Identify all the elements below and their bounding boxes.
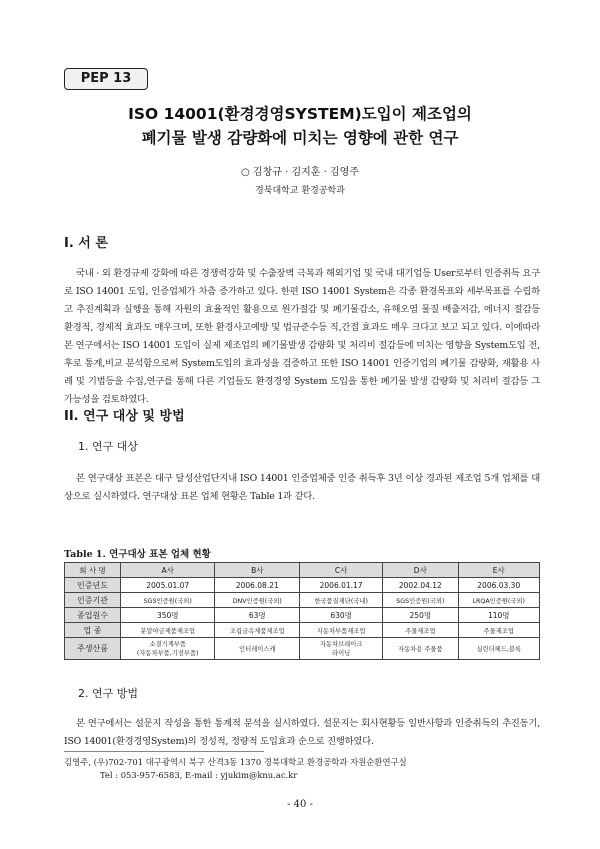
table-row-label: 인증기관 [65,593,121,608]
table-row-label: 종업원수 [65,608,121,623]
table-header-cell: E사 [458,563,539,578]
table-cell: SGS인증원(국외) [383,593,458,608]
table-cell: 인터레이스캐 [215,638,300,660]
table-cell: 자동차부품제조업 [300,623,383,638]
table-row-label: 주생산품 [65,638,121,660]
table-header-cell: B사 [215,563,300,578]
table-header-cell: A사 [121,563,215,578]
table-cell: 분말야금제품제조업 [121,623,215,638]
section-heading-intro: I. 서 론 [64,236,108,251]
subjects-paragraph: 본 연구대상 표본은 대구 달성산업단지내 ISO 14001 인증업체중 인증 취득후 3년 이상 경과된 제조업 5개 업체를 대상으로 실시하였다. 연구대상 표본 업체 현황은 Table 1과 같다. [64,473,540,502]
footnote-divider [64,751,264,752]
table-cell: 2002.04.12 [383,578,458,593]
table-caption: Table 1. 연구대상 표본 업체 현황 [64,549,211,560]
table-cell: 자동차용 주물품 [383,638,458,660]
table-cell: 실린더헤드,블록 [458,638,539,660]
table-row-label: 업 종 [65,623,121,638]
affiliation: 경북대학교 환경공학과 [255,186,345,196]
table-cell: 2005.01.07 [121,578,215,593]
table-header-row [65,563,540,578]
table-row-label: 인증년도 [65,578,121,593]
title-line-1: ISO 14001(환경경영SYSTEM)도입이 제조업의 [128,105,472,123]
table-header-cell: C사 [300,563,383,578]
table-row [65,593,540,608]
table-cell: SGS인증원(국외) [121,593,215,608]
subsection-heading-method: 2. 연구 방법 [78,687,138,700]
table-row [65,623,540,638]
table-cell: 조립금속제품제조업 [215,623,300,638]
table-cell: LRQA인증원(국외) [458,593,539,608]
table-header-cell: D사 [383,563,458,578]
table-cell: 250명 [383,608,458,623]
company-table [64,562,540,660]
pep-badge: PEP 13 [64,68,148,90]
table-cell: 630명 [300,608,383,623]
table-row [65,578,540,593]
table-row [65,608,540,623]
footnote-contact: Tel : 053-957-6583, E-mail : yjukim@knu.ac.kr [100,770,298,780]
method-paragraph: 본 연구에서는 설문지 작성을 통한 통계적 분석을 실시하였다. 설문지는 회사현황등 일반사항과 인증취득의 추진동기, ISO 14001(환경경영System)의 정성적, 정량적 도입효과 순으로 진행하였다. [64,718,540,747]
table-cell: 350명 [121,608,215,623]
table-cell: 주물제조업 [458,623,539,638]
table-cell: 63명 [215,608,300,623]
subsection-heading-subjects: 1. 연구 대상 [78,440,138,453]
table-cell: 110명 [458,608,539,623]
section-heading-method: II. 연구 대상 및 방법 [64,409,185,424]
intro-paragraph: 국내 · 외 환경규제 강화에 따른 경쟁력강화 및 수출장벽 극복과 해외기업 및 국내 대기업등 User로부터 인증취득 요구로 ISO 14001 도입, 인증업체가 차츰 증가하고 있다. 한편 ISO 14001 System은 각종 환경목표와 세부목표를 수립하고 추진계획과 실행을 통해 자원의 효율적인 활용으로 원가절감 및 폐기물감소, 유해오염 물질 배출저감, 에너지 절감등 환경적, 경제적 효과도 매우크며, 또한 환경사고예방 및 법규준수등 직,간접 효과도 매우 크다고 보고 되고 있다. 이에따라 본 연구에서는 ISO 14001 도입이 실제 제조업의 폐기물발생 감량화 및 처리비 절감등에 미치는 영향을 System도입 전,후로 통계,비교 분석함으로써 System도입의 효과성을 검증하고 또한 ISO 14001 인증기업의 폐기물 감량화, 재활용 사례 및 기법등을 수집,연구를 통해 다른 기업들도 환경경영 System 도입을 통한 폐기물 발생 감량화 및 처리비 절감등 그 가능성을 검토하였다. [64,268,540,405]
table-cell: 한국품질재단(국내) [300,593,383,608]
table-cell: 자동차브레이크 라이닝 [300,638,383,660]
author-list: ○ 김창규 · 김지훈 · 김영주 [241,167,359,178]
table-cell: 2006.03.30 [458,578,539,593]
page-number: - 40 - [287,799,313,810]
footnote-address: 김영주, (우)702-701 대구광역시 북구 산격3동 1370 경북대학교 환경공학과 자원순환연구실 [64,757,407,767]
table-cell: 2006.08.21 [215,578,300,593]
table-cell: 2006.01.17 [300,578,383,593]
table-cell: 주물제조업 [383,623,458,638]
table-row [65,638,540,660]
table-cell: 소결기계부품 (자동차부품,기전부품) [121,638,215,660]
table-header-cell: 회 사 명 [65,563,121,578]
table-cell: DNV인증원(국외) [215,593,300,608]
title-line-2: 폐기물 발생 감량화에 미치는 영향에 관한 연구 [141,129,459,147]
